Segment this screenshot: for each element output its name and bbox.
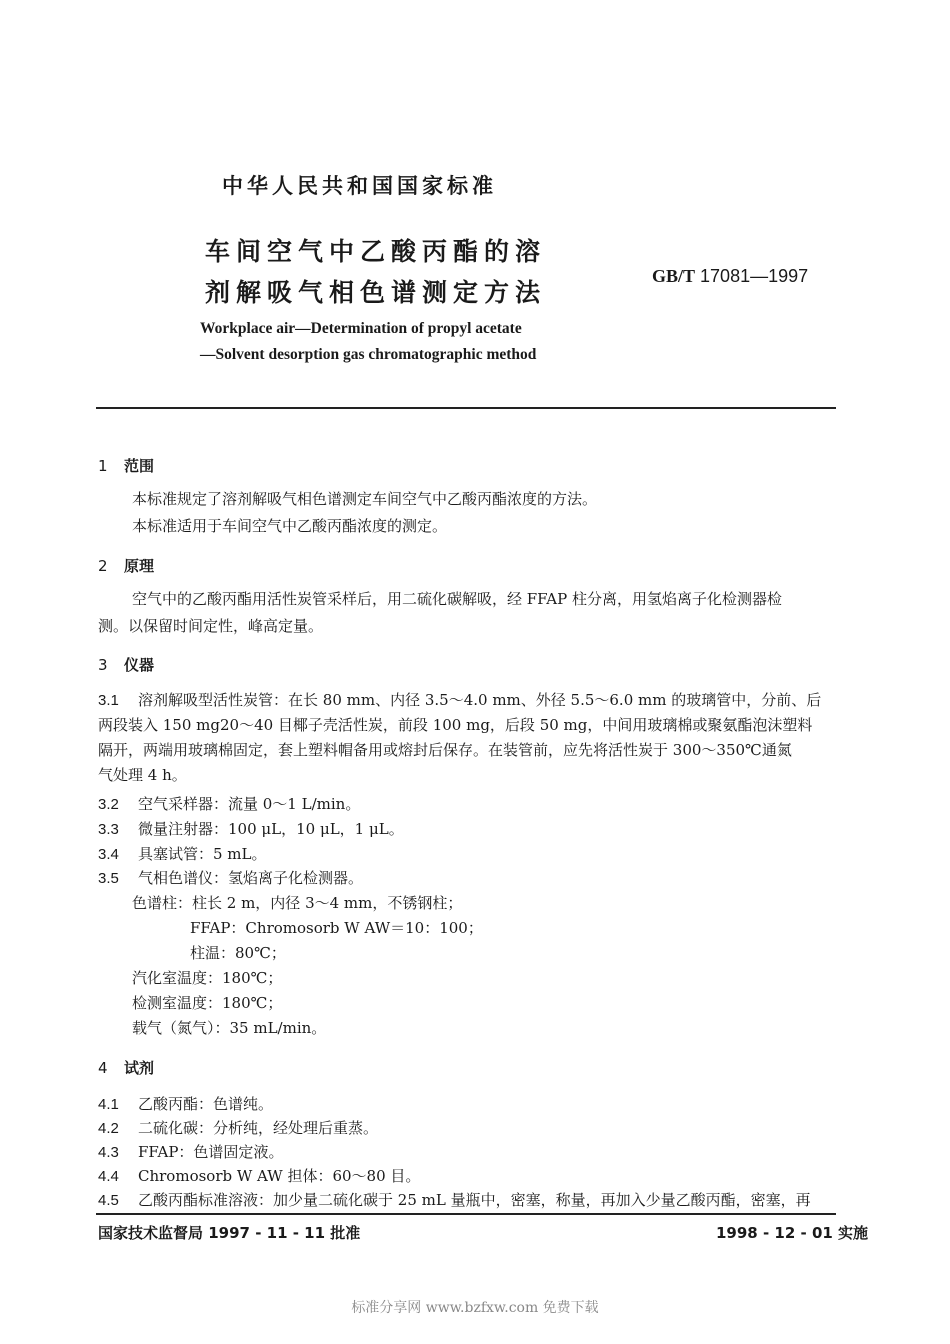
item-3-1-line-3: 隔开，两端用玻璃棉固定，套上塑料帽备用或熔封后保存。在装管前，应先将活性炭于 300～350℃通氮 (98, 741, 792, 759)
item-number: 3.5 (98, 870, 119, 887)
item-4-2 (98, 1117, 378, 1138)
item-text: 气相色谱仪：氢焰离子化检测器。 (138, 869, 364, 887)
section-number: 2 (98, 557, 108, 575)
item-number: 4.4 (98, 1168, 119, 1185)
item-text: Chromosorb W AW 担体：60～80 目。 (138, 1167, 421, 1185)
item-number: 4.3 (98, 1144, 119, 1161)
approval-line: 国家技术监督局 1997 - 11 - 11 批准 (98, 1224, 361, 1242)
item-text: 空气采样器：流量 0～1 L/min。 (138, 795, 361, 813)
section-3-heading (98, 654, 154, 675)
column-temperature: 柱温：80℃； (190, 944, 286, 962)
document-title-line-1: 车间空气中乙酸丙酯的溶 (205, 237, 547, 266)
item-3-3 (98, 818, 404, 839)
item-number: 4.2 (98, 1120, 119, 1137)
section-4-heading (98, 1057, 154, 1078)
item-4-1 (98, 1093, 273, 1114)
document-title-line-2: 剂解吸气相色谱测定方法 (205, 278, 547, 307)
item-3-1-line-2: 两段装入 150 mg20～40 目椰子壳活性炭，前段 100 mg，后段 50 mg，中间用玻璃棉或聚氨酯泡沫塑料 (98, 716, 813, 734)
section-title: 试剂 (124, 1059, 155, 1077)
english-title-line-1: Workplace air—Determination of propyl acetate (200, 320, 522, 337)
item-4-3 (98, 1141, 283, 1162)
section-2-heading (98, 555, 154, 576)
vaporizer-temperature: 汽化室温度：180℃； (132, 969, 283, 987)
item-4-4 (98, 1165, 420, 1186)
section-1-heading (98, 455, 154, 476)
standard-number (652, 266, 808, 287)
item-number: 3.3 (98, 821, 119, 838)
section-2-paragraph-line-2: 测。以保留时间定性，峰高定量。 (98, 617, 324, 635)
item-number: 3.2 (98, 796, 119, 813)
stationary-phase-spec: FFAP：Chromosorb W AW＝10：100； (190, 919, 483, 937)
section-number: 3 (98, 656, 108, 674)
standard-code: 17081—1997 (700, 266, 809, 286)
item-text: 微量注射器：100 μL，10 μL，1 μL。 (138, 820, 404, 838)
item-number: 3.4 (98, 846, 119, 863)
section-title: 范围 (124, 457, 155, 475)
section-number: 4 (98, 1059, 108, 1077)
section-title: 仪器 (124, 656, 155, 674)
item-number: 3.1 (98, 692, 119, 709)
item-text: 溶剂解吸型活性炭管：在长 80 mm、内径 3.5～4.0 mm、外径 5.5～6.0 mm 的玻璃管中，分前、后 (138, 691, 822, 709)
item-text: 乙酸丙酯：色谱纯。 (138, 1095, 274, 1113)
item-3-1-line-4: 气处理 4 h。 (98, 766, 187, 784)
section-2-paragraph-line-1: 空气中的乙酸丙酯用活性炭管采样后，用二硫化碳解吸，经 FFAP 柱分离，用氢焰离子化检测器检 (132, 590, 782, 608)
header-divider (96, 407, 836, 409)
item-3-5 (98, 867, 363, 888)
item-text: 乙酸丙酯标准溶液：加少量二硫化碳于 25 mL 量瓶中，密塞，称量，再加入少量乙酸丙酯，密塞，再 (138, 1191, 811, 1209)
section-1-paragraph-2: 本标准适用于车间空气中乙酸丙酯浓度的测定。 (132, 517, 448, 535)
section-1-paragraph-1: 本标准规定了溶剂解吸气相色谱测定车间空气中乙酸丙酯浓度的方法。 (132, 490, 598, 508)
section-title: 原理 (124, 557, 155, 575)
standard-prefix: GB/T (652, 266, 696, 286)
item-text: FFAP：色谱固定液。 (138, 1143, 284, 1161)
item-3-1 (98, 689, 821, 710)
implementation-date: 1998 - 12 - 01 实施 (716, 1224, 869, 1242)
item-number: 4.5 (98, 1192, 119, 1209)
national-standard-heading: 中华人民共和国国家标准 (222, 174, 497, 198)
item-4-5 (98, 1189, 811, 1210)
column-spec: 色谱柱：柱长 2 m，内径 3～4 mm，不锈钢柱； (132, 894, 463, 912)
item-text: 具塞试管：5 mL。 (138, 845, 267, 863)
item-number: 4.1 (98, 1096, 119, 1113)
item-text: 二硫化碳：分析纯，经处理后重蒸。 (138, 1119, 379, 1137)
detector-temperature: 检测室温度：180℃； (132, 994, 283, 1012)
watermark-text: 标准分享网 www.bzfxw.com 免费下载 (351, 1300, 599, 1316)
footer-divider (96, 1213, 836, 1215)
english-title-line-2: —Solvent desorption gas chromatographic method (200, 346, 537, 363)
section-number: 1 (98, 457, 108, 475)
carrier-gas-flow: 载气（氮气）：35 mL/min。 (132, 1019, 327, 1037)
item-3-2 (98, 793, 360, 814)
item-3-4 (98, 843, 267, 864)
